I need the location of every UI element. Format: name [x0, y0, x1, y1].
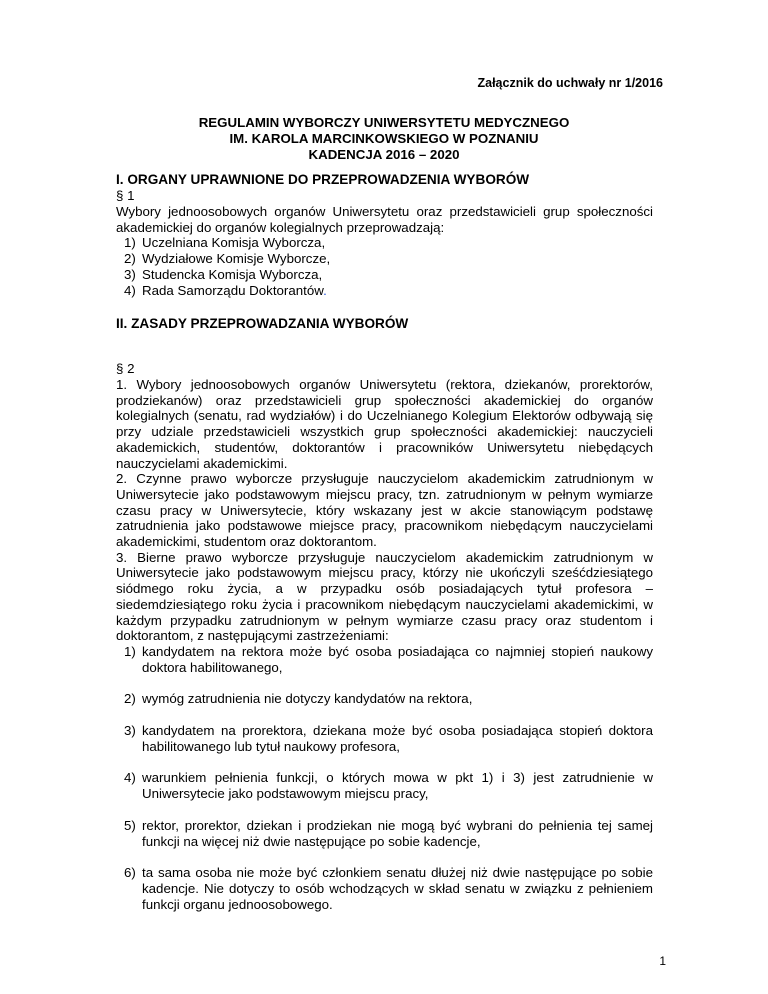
section-2-list: [116, 644, 653, 912]
section-1-heading: I. ORGANY UPRAWNIONE DO PRZEPROWADZENIA WYBORÓW: [116, 172, 530, 187]
section-1: [116, 172, 653, 298]
section-2-p2: 2. Czynne prawo wyborcze przysługuje nauczycielom akademickim zatrudnionym w Uniwersytecie jako podstawowym miejscu pracy, tzn. zatrudnionym w pełnym wymiarze czasu pracy w Uniwersytecie, który wskazany jest w akcie stanowiącym podstawę zatrudnienia jako podstawowe miejsce pracy, pracownikom niebędącym nauczycielami akademickimi, studentom oraz doktorantom.: [116, 471, 653, 550]
annex-label: Załącznik do uchwały nr 1/2016: [477, 76, 663, 90]
list-item: 3) kandydatem na prorektora, dziekana może być osoba posiadająca stopień doktora habilitowanego lub tytuł naukowy profesora,: [124, 723, 653, 754]
section-2-heading: II. ZASADY PRZEPROWADZANIA WYBORÓW: [116, 316, 409, 331]
list-item: 1) kandydatem na rektora może być osoba posiadająca co najmniej stopień naukowy doktora habilitowanego,: [124, 643, 653, 675]
list-item: 2) wymóg zatrudnienia nie dotyczy kandydatów na rektora,: [124, 691, 473, 707]
title-line-2: IM. KAROLA MARCINKOWSKIEGO W POZNANIU: [229, 131, 539, 146]
list-item: 6) ta sama osoba nie może być członkiem senatu dłużej niż dwie następujące po sobie kadencje. Nie dotyczy to osób wchodzących w skład senatu w związku z pełnieniem funkcji organu jednoosobowego.: [124, 865, 653, 912]
list-item: 1) Uczelniana Komisja Wyborcza,: [124, 235, 326, 251]
list-item: 4) warunkiem pełnienia funkcji, o których mowa w pkt 1) i 3) jest zatrudnienie w Uniwersytecie jako podstawowym miejscu pracy,: [124, 770, 653, 802]
document-title: [0, 115, 768, 163]
section-2-p3: 3. Bierne prawo wyborcze przysługuje nauczycielom akademickim zatrudnionym w Uniwersytecie jako podstawowym miejscu pracy, którzy nie ukończyli sześćdziesiątego siódmego roku życia, a w przypadku osób posiadających tytuł profesora – siedemdziesiątego roku życia i pracownikom niebędącym nauczycielami akademickimi, w każdym przypadku zatrudnionym w pełnym wymiarze czasu pracy oraz studentom i doktorantom, z następującymi zastrzeżeniami:: [116, 549, 653, 644]
paragraph-sign-2: § 2: [116, 361, 135, 376]
list-item: 5) rektor, prorektor, dziekan i prodziekan nie mogą być wybrani do pełnienia tej samej funkcji na więcej niż dwie następujące po sobie kadencje,: [124, 817, 653, 849]
page-number: 1: [659, 954, 666, 968]
section-2: [116, 316, 653, 332]
list-item: 4) Rada Samorządu Doktorantów.: [124, 282, 327, 298]
section-2-p1: 1. Wybory jednoosobowych organów Uniwersytetu (rektora, dziekanów, prorektorów, prodziekanów) oraz przedstawicieli grup społeczności akademickiej do organów kolegialnych (senatu, rad wydziałów) i do Uczelnianego Kolegium Elektorów odbywają się przy udziale przedstawicieli wszystkich grup społeczności akademickiej: nauczycieli akademickich, studentów, doktorantów i pracowników Uniwersytetu niebędących nauczycielami akademickimi.: [116, 377, 653, 471]
section-1-list: [116, 235, 653, 298]
section-1-intro: Wybory jednoosobowych organów Uniwersytetu oraz przedstawicieli grup społeczności akademickiej do organów kolegialnych przeprowadzają:: [116, 204, 653, 235]
title-line-3: KADENCJA 2016 – 2020: [308, 147, 460, 162]
section-2-body: [116, 361, 653, 912]
list-item: 3) Studencka Komisja Wyborcza,: [124, 266, 323, 282]
list-item: 2) Wydziałowe Komisje Wyborcze,: [124, 251, 331, 267]
title-line-1: REGULAMIN WYBORCZY UNIWERSYTETU MEDYCZNEGO: [198, 115, 570, 130]
paragraph-sign-1: § 1: [116, 188, 135, 203]
